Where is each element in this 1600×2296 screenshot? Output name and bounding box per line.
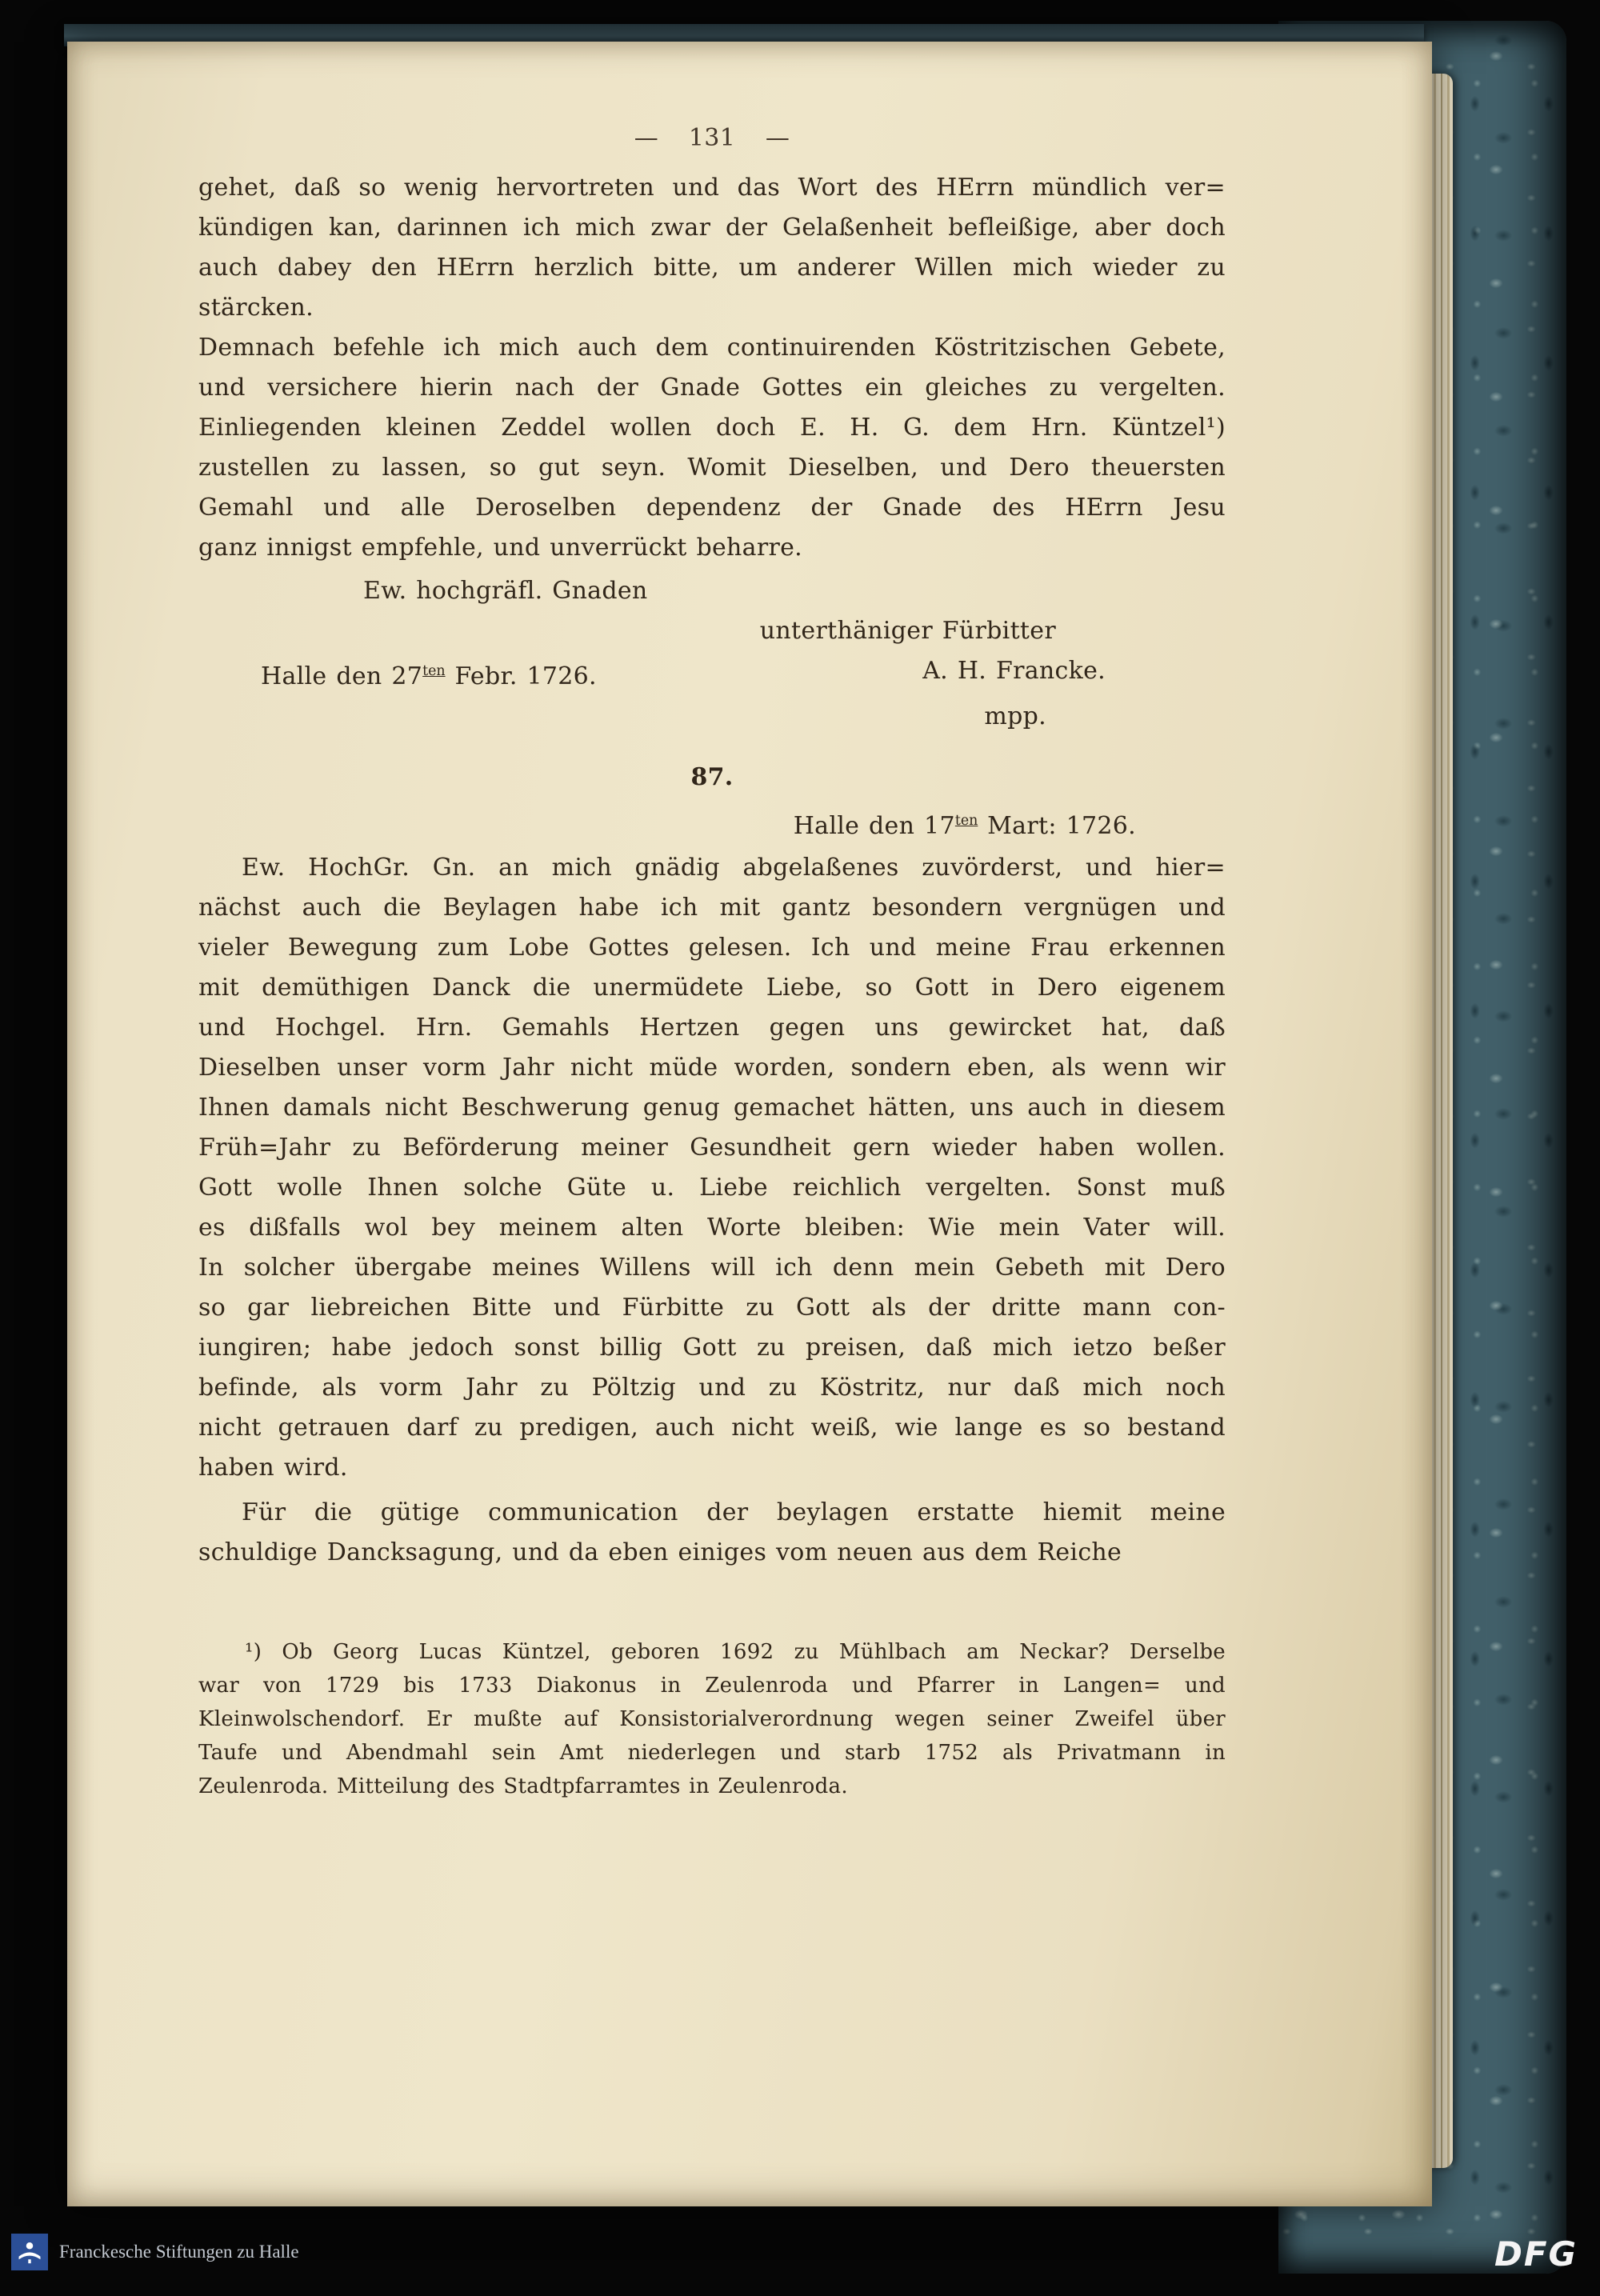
text-line: mit demüthigen Danck die unermüdete Liebe, so Gott in Dero eigenem <box>198 974 1226 1002</box>
mpp-note: mpp. <box>984 702 1046 730</box>
text-line: Dieselben unser vorm Jahr nicht müde worden, sondern eben, als wenn wir <box>198 1054 1226 1082</box>
footnote-line: ¹) Ob Georg Lucas Küntzel, geboren 1692 zu Mühlbach am Neckar? Derselbe <box>245 1640 1226 1664</box>
page-number: — 131 — <box>634 124 790 152</box>
text-line: Ew. HochGr. Gn. an mich gnädig abgelaßenes zuvörderst, und hier= <box>242 854 1226 882</box>
text-line: Gemahl und alle Deroselben dependenz der Gnade des HErrn Jesu <box>198 494 1226 522</box>
date-superscript: ten <box>422 663 446 679</box>
closing-salutation: Ew. hochgräfl. Gnaden <box>363 577 648 605</box>
dateline-superscript: ten <box>954 813 978 829</box>
text-line: schuldige Dancksagung, und da eben einiges vom neuen aus dem Reiche <box>198 1538 1122 1566</box>
text-line: und Hochgel. Hrn. Gemahls Hertzen gegen uns gewircket hat, daß <box>198 1014 1226 1042</box>
section-dateline <box>198 801 1226 846</box>
text-line: es dißfalls wol bey meinem alten Worte bleiben: Wie mein Vater will. <box>198 1214 1226 1242</box>
closing-intercessor-line: unterthäniger Fürbitter <box>759 617 1056 645</box>
text-line: ganz innigst empfehle, und unverrückt beharre. <box>198 534 803 562</box>
section-dateline-year: Mart: 1726. <box>978 812 1136 840</box>
text-line: iungiren; habe jedoch sonst billig Gott zu preisen, daß mich ietzo beßer <box>198 1334 1226 1362</box>
book-page <box>67 42 1432 2206</box>
letter-closing <box>198 571 1226 737</box>
footnote-line: Kleinwolschendorf. Er mußte auf Konsistorialverordnung wegen seiner Zweifel über <box>198 1707 1226 1731</box>
footnote-line: Zeulenroda. Mitteilung des Stadtpfarramtes in Zeulenroda. <box>198 1774 848 1798</box>
footnote-block <box>198 1635 1226 1803</box>
text-line: so gar liebreichen Bitte und Fürbitte zu Gott als der dritte mann con- <box>198 1294 1226 1322</box>
text-line: haben wird. <box>198 1454 348 1482</box>
text-line: Demnach befehle ich mich auch dem continuirenden Köstritzischen Gebete, <box>198 334 1226 362</box>
letter-date-text: Halle den 27 <box>261 662 423 690</box>
footnote-line: Taufe und Abendmahl sein Amt niederlegen und starb 1752 als Privatmann in <box>198 1741 1226 1765</box>
text-line: vieler Bewegung zum Lobe Gottes gelesen. Ich und meine Frau erkennen <box>198 934 1226 962</box>
text-line: Für die gütige communication der beylagen erstatte hiemit meine <box>242 1498 1226 1526</box>
letter-body-paragraph <box>198 848 1226 1488</box>
text-line: In solcher übergabe meines Willens will ich denn mein Gebeth mit Dero <box>198 1254 1226 1282</box>
section-heading: 87. <box>690 763 734 791</box>
text-line: auch dabey den HErrn herzlich bitte, um anderer Willen mich wieder zu stärcken. <box>198 254 1226 322</box>
text-line: befinde, als vorm Jahr zu Pöltzig und zu Köstritz, nur daß mich noch <box>198 1374 1226 1402</box>
dfg-logo: DFG <box>1494 2234 1578 2274</box>
text-line: gehet, daß so wenig hervortreten und das Wort des HErrn mündlich ver= <box>198 174 1226 202</box>
paragraph-continuation <box>198 168 1226 568</box>
text-line: Gott wolle Ihnen solche Güte u. Liebe reichlich vergelten. Sonst muß <box>198 1174 1226 1202</box>
franckesche-stiftungen-logo <box>11 2234 48 2270</box>
provenance-watermark <box>11 2234 299 2270</box>
signature: A. H. Francke. <box>922 657 1106 685</box>
section-dateline-text: Halle den 17 <box>793 812 955 840</box>
text-line: kündigen kan, darinnen ich mich zwar der Gelaßenheit befleißige, aber doch <box>198 214 1226 242</box>
footnote-line: war von 1729 bis 1733 Diakonus in Zeulenroda und Pfarrer in Langen= und <box>198 1674 1226 1698</box>
text-line: nicht getrauen darf zu predigen, auch nicht weiß, wie lange es so bestand <box>198 1414 1226 1442</box>
text-line: Ihnen damals nicht Beschwerung genug gemachet hätten, uns auch in diesem <box>198 1094 1226 1122</box>
text-line: zustellen zu lassen, so gut seyn. Womit Dieselben, und Dero theuersten <box>198 454 1226 482</box>
closing-date-signature-row <box>198 651 1226 697</box>
text-line: Einliegenden kleinen Zeddel wollen doch E. H. G. dem Hrn. Küntzel¹) <box>198 414 1226 442</box>
provenance-label: Franckesche Stiftungen zu Halle <box>59 2242 299 2262</box>
letter-body-paragraph-2 <box>198 1493 1226 1573</box>
text-line: und versichere hierin nach der Gnade Gottes ein gleiches zu vergelten. <box>198 374 1226 402</box>
text-line: Früh=Jahr zu Beförderung meiner Gesundheit gern wieder haben wollen. <box>198 1134 1226 1162</box>
letter-date-year: Febr. 1726. <box>445 662 597 690</box>
text-line: nächst auch die Beylagen habe ich mit gantz besondern vergnügen und <box>198 894 1226 922</box>
letter-date <box>261 651 597 697</box>
